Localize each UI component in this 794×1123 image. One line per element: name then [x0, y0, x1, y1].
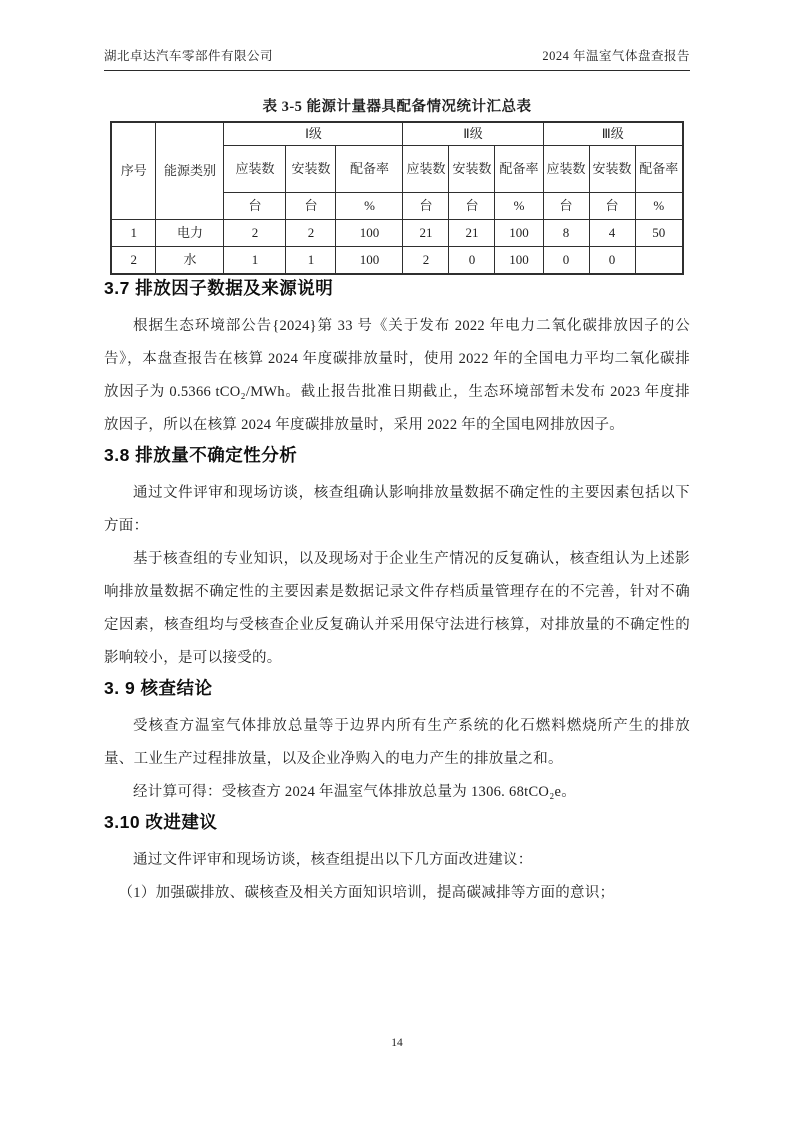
table-unit-cell: 台	[449, 193, 495, 220]
section-heading: 3. 9 核查结论	[104, 678, 213, 698]
section-paragraph: 基于核查组的专业知识，以及现场对于企业生产情况的反复确认，核查组认为上述影响排放量数据不确定性的主要因素是数据记录文件存档质量管理存在的不完善，针对不确定因素，核查组均与受核查企业反复确认并采用保守法进行核算，对排放量的不确定性的影响较小，是可以接受的。	[104, 551, 690, 666]
table-row-electricity	[111, 220, 683, 247]
section-paragraph: 通过文件评审和现场访谈，核查组确认影响排放量数据不确定性的主要因素包括以下方面：	[104, 485, 690, 534]
page-number: 14	[391, 1037, 403, 1049]
section-paragraph: 根据生态环境部公告{2024}第 33 号《关于发布 2022 年电力二氧化碳排放因子的公告》，本盘查报告在核算 2024 年度碳排放量时，使用 2022 年的全国电力平均二氧化碳排放因子为 0.5366 tCO₂/MWh。截止报告批准日期截止，生态环境部暂未发布 2023 年度排放因子，所以在核算 2024 年度碳排放量时，采用 2022 年的全国电网排放因子。	[104, 318, 690, 433]
table-cell: 21	[449, 220, 495, 247]
section-paragraph: 通过文件评审和现场访谈，核查组提出以下几方面改进建议：	[133, 852, 533, 868]
table-header-cell: 应装数	[543, 146, 589, 193]
section-paragraph: 受核查方温室气体排放总量等于边界内所有生产系统的化石燃料燃烧所产生的排放量、工业生产过程排放量，以及企业净购入的电力产生的排放量之和。	[104, 718, 690, 767]
section-paragraph: 经计算可得：受核查方 2024 年温室气体排放总量为 1306. 68tCO₂e。	[133, 784, 577, 800]
table-unit-cell: 台	[224, 193, 286, 220]
table-unit-cell: 台	[286, 193, 336, 220]
table-header-seq: 序号	[111, 122, 156, 220]
table-unit-cell: %	[495, 193, 543, 220]
table-cell	[635, 247, 683, 275]
table-header-cell: 配备率	[495, 146, 543, 193]
table-header-cell: 安装数	[286, 146, 336, 193]
table-cell: 2	[224, 220, 286, 247]
section-3-10	[104, 809, 690, 910]
table-header-level-1: Ⅰ级	[224, 122, 403, 146]
table-cell: 0	[543, 247, 589, 275]
table-unit-cell: %	[635, 193, 683, 220]
table-cell: 100	[336, 247, 403, 275]
table-unit-cell: %	[336, 193, 403, 220]
energy-metering-table	[110, 121, 684, 275]
table-row-water	[111, 247, 683, 275]
table-cell: 100	[336, 220, 403, 247]
table-header-cell: 应装数	[403, 146, 449, 193]
table-cell: 2	[286, 220, 336, 247]
table-unit-cell: 台	[589, 193, 635, 220]
section-heading: 3.10 改进建议	[104, 812, 218, 832]
table-caption: 表 3-5 能源计量器具配备情况统计汇总表	[262, 99, 532, 115]
table-cell: 50	[635, 220, 683, 247]
table-cell: 100	[495, 247, 543, 275]
table-cell: 1	[286, 247, 336, 275]
table-cell: 0	[589, 247, 635, 275]
table-header-cell: 应装数	[224, 146, 286, 193]
table-header-cell: 配备率	[635, 146, 683, 193]
section-heading: 3.8 排放量不确定性分析	[104, 445, 298, 465]
table-header-cell: 安装数	[449, 146, 495, 193]
header-report-title: 2024 年温室气体盘查报告	[542, 49, 690, 63]
header-company-name: 湖北卓达汽车零部件有限公司	[104, 49, 274, 63]
table-header-energy-type: 能源类别	[156, 122, 224, 220]
table-cell: 1	[111, 220, 156, 247]
table-cell: 8	[543, 220, 589, 247]
table-header-level-3: Ⅲ级	[543, 122, 683, 146]
page-header	[104, 46, 690, 71]
table-header-level-2: Ⅱ级	[403, 122, 543, 146]
section-heading: 3.7 排放因子数据及来源说明	[104, 278, 334, 298]
section-paragraph: （1）加强碳排放、碳核查及相关方面知识培训，提高碳减排等方面的意识；	[118, 885, 615, 901]
table-unit-cell: 台	[543, 193, 589, 220]
table-cell: 2	[111, 247, 156, 275]
section-3-8	[104, 442, 690, 675]
table-cell: 水	[156, 247, 224, 275]
table-cell: 100	[495, 220, 543, 247]
table-cell: 21	[403, 220, 449, 247]
table-cell: 电力	[156, 220, 224, 247]
table-header-cell: 配备率	[336, 146, 403, 193]
table-row-levels	[111, 122, 683, 146]
table-cell: 1	[224, 247, 286, 275]
section-3-9	[104, 675, 690, 809]
section-3-7	[104, 275, 690, 442]
table-header-cell: 安装数	[589, 146, 635, 193]
table-cell: 0	[449, 247, 495, 275]
table-unit-cell: 台	[403, 193, 449, 220]
table-cell: 4	[589, 220, 635, 247]
table-cell: 2	[403, 247, 449, 275]
